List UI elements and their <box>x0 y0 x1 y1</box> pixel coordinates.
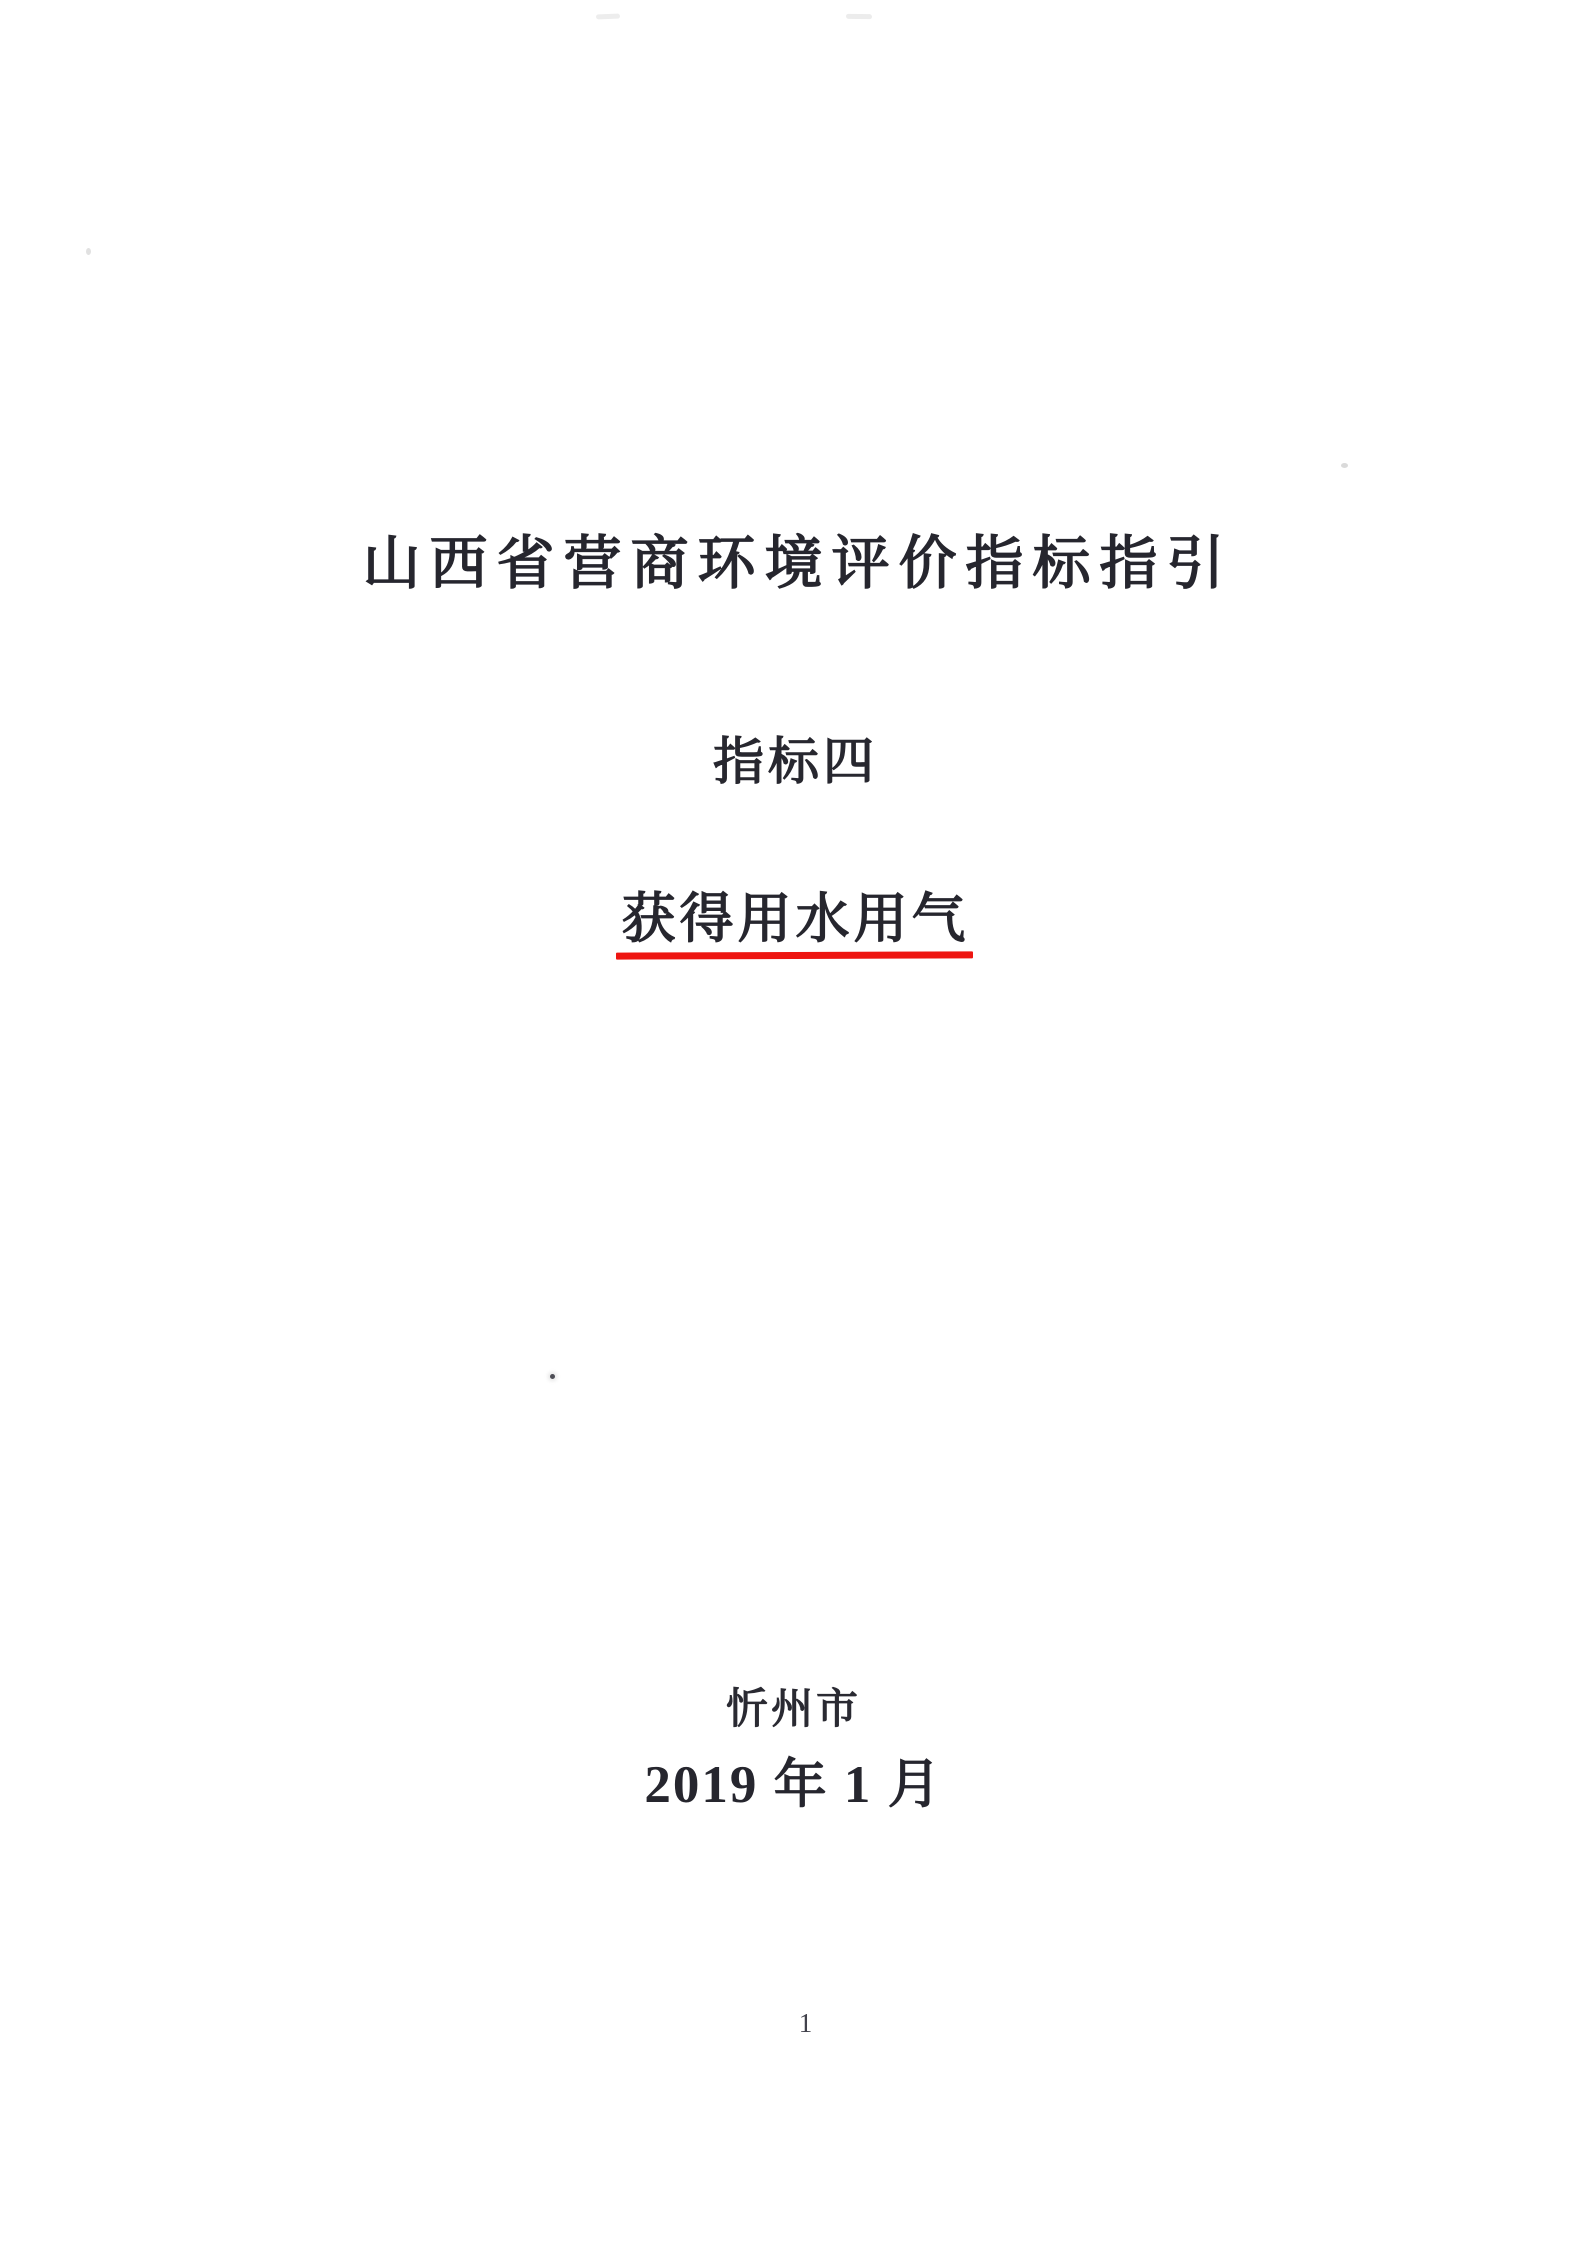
publication-date: 2019 年 1 月 <box>644 1756 943 1814</box>
scan-smudge <box>846 14 872 19</box>
scan-smudge <box>596 14 620 20</box>
scan-speck <box>86 248 91 255</box>
city-name: 忻州市 <box>725 1687 861 1733</box>
red-underline <box>616 951 973 959</box>
page-number: 1 <box>798 2008 813 2038</box>
indicator-label: 指标四 <box>712 735 878 791</box>
scan-speck <box>1341 463 1348 468</box>
scan-speck <box>550 1374 555 1379</box>
document-title: 山西省营商环境评价指标指引 <box>362 531 1234 596</box>
indicator-name: 获得用水用气 <box>621 889 970 949</box>
